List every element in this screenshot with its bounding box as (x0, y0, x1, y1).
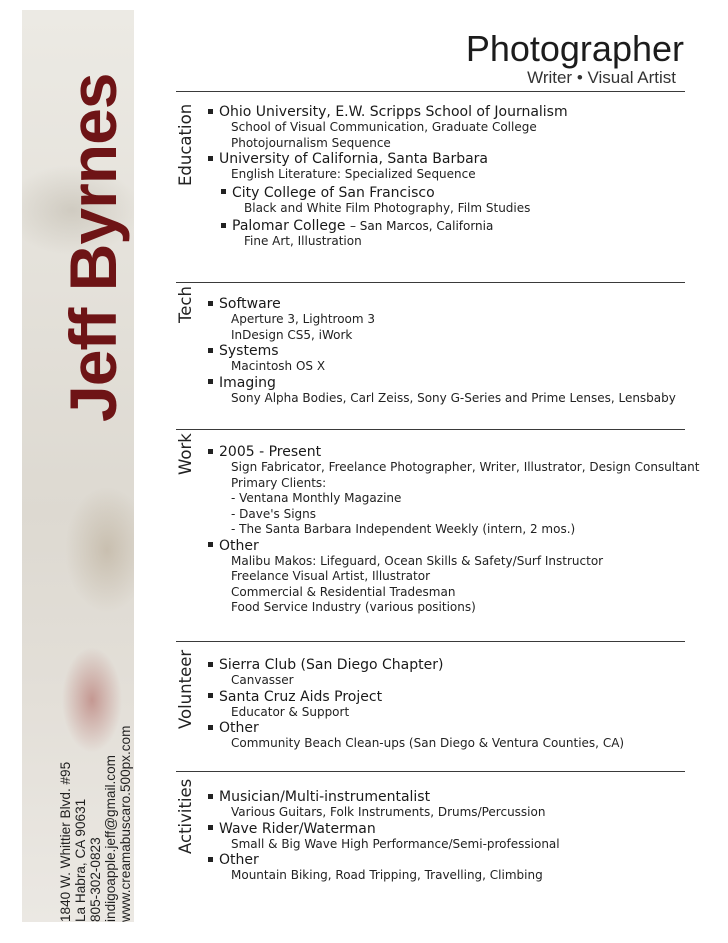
item-detail: Primary Clients: (231, 475, 327, 490)
item-detail: Mountain Biking, Road Tripping, Travelling, Climbing (231, 868, 543, 882)
item-detail: Various Guitars, Folk Instruments, Drums/Percussion (231, 805, 546, 819)
rule-tech (176, 282, 685, 283)
list-item: 2005 - Present (208, 444, 688, 460)
bullet-icon (208, 725, 213, 730)
contact-email[interactable]: indigoapple.jeff@gmail.com (103, 755, 118, 922)
list-item: Software (208, 296, 688, 312)
rule-work (176, 429, 685, 430)
item-detail: Small & Big Wave High Performance/Semi-professional (231, 836, 560, 851)
name-heading: Jeff Byrnes (56, 73, 130, 422)
contact-website[interactable]: www.creamabuscaro.500px.com (118, 725, 133, 922)
section-label-tech: Tech (176, 286, 195, 323)
item-detail: Photojournalism Sequence (231, 135, 391, 150)
section-label-education: Education (176, 103, 195, 186)
item-detail: InDesign CS5, iWork (231, 327, 353, 342)
bullet-icon (208, 662, 213, 667)
page-subtitle: Writer • Visual Artist (527, 68, 676, 87)
list-item: Other (208, 538, 688, 554)
list-item: Ohio University, E.W. Scripps School of Journalism (208, 104, 688, 120)
item-detail: Community Beach Clean-ups (San Diego & Ventura Counties, CA) (231, 736, 625, 750)
bullet-icon (208, 825, 213, 830)
bullet-icon (208, 109, 213, 114)
bullet-icon (208, 857, 213, 862)
bullet-icon (208, 794, 213, 799)
item-detail: English Literature: Specialized Sequence (231, 167, 476, 181)
contact-address: 1840 W. Whittier Blvd. #95 (58, 761, 73, 922)
item-detail: Canvasser (231, 673, 294, 687)
list-item: Musician/Multi-instrumentalist (208, 789, 688, 805)
item-detail: Macintosh OS X (231, 359, 326, 373)
bullet-icon (221, 223, 226, 228)
list-item: Imaging (208, 375, 688, 391)
item-detail: - Dave's Signs (231, 506, 317, 521)
contact-phone: 805-302-0823 (88, 837, 103, 922)
list-item: Sierra Club (San Diego Chapter) (208, 657, 688, 673)
item-detail: Commercial & Residential Tradesman (231, 584, 456, 599)
item-detail: Sign Fabricator, Freelance Photographer, Writer, Illustrator, Design Consultant (231, 460, 700, 474)
bullet-icon (208, 156, 213, 161)
list-item: City College of San Francisco (208, 185, 688, 201)
section-label-work: Work (176, 433, 195, 475)
section-label-volunteer: Volunteer (176, 649, 195, 729)
bullet-icon (208, 693, 213, 698)
item-detail: Educator & Support (231, 704, 350, 719)
item-detail: School of Visual Communication, Graduate College (231, 120, 537, 134)
bullet-icon (208, 449, 213, 454)
contact-city: La Habra, CA 90631 (73, 798, 88, 922)
item-detail: Aperture 3, Lightroom 3 (231, 312, 376, 326)
bullet-icon (208, 301, 213, 306)
item-detail: Black and White Film Photography, Film Studies (244, 200, 531, 215)
bullet-icon (208, 348, 213, 353)
item-detail: Food Service Industry (various positions) (231, 600, 476, 614)
item-detail: Fine Art, Illustration (244, 234, 362, 248)
item-detail: Malibu Makos: Lifeguard, Ocean Skills & Safety/Surf Instructor (231, 553, 604, 568)
bullet-icon (221, 189, 226, 194)
item-detail: Freelance Visual Artist, Illustrator (231, 569, 430, 583)
item-detail: - Ventana Monthly Magazine (231, 491, 402, 505)
contact-block (58, 726, 133, 922)
item-detail: Sony Alpha Bodies, Carl Zeiss, Sony G-Series and Prime Lenses, Lensbaby (231, 390, 676, 405)
rule-header (176, 91, 685, 92)
list-item: Wave Rider/Waterman (208, 821, 688, 837)
list-item: Other (208, 720, 688, 736)
sidebar-photo-panel (22, 10, 134, 922)
list-item: University of California, Santa Barbara (208, 151, 688, 167)
list-item: Other (208, 852, 688, 868)
page-title: Photographer (465, 28, 684, 69)
list-item: Systems (208, 343, 688, 359)
list-item: Santa Cruz Aids Project (208, 689, 688, 705)
bullet-icon (208, 542, 213, 547)
rule-activities (176, 771, 685, 772)
item-detail: - The Santa Barbara Independent Weekly (intern, 2 mos.) (231, 522, 576, 536)
list-item: Palomar College – San Marcos, California (208, 218, 688, 234)
rule-volunteer (176, 641, 685, 642)
section-label-activities: Activities (176, 778, 195, 854)
bullet-icon (208, 379, 213, 384)
